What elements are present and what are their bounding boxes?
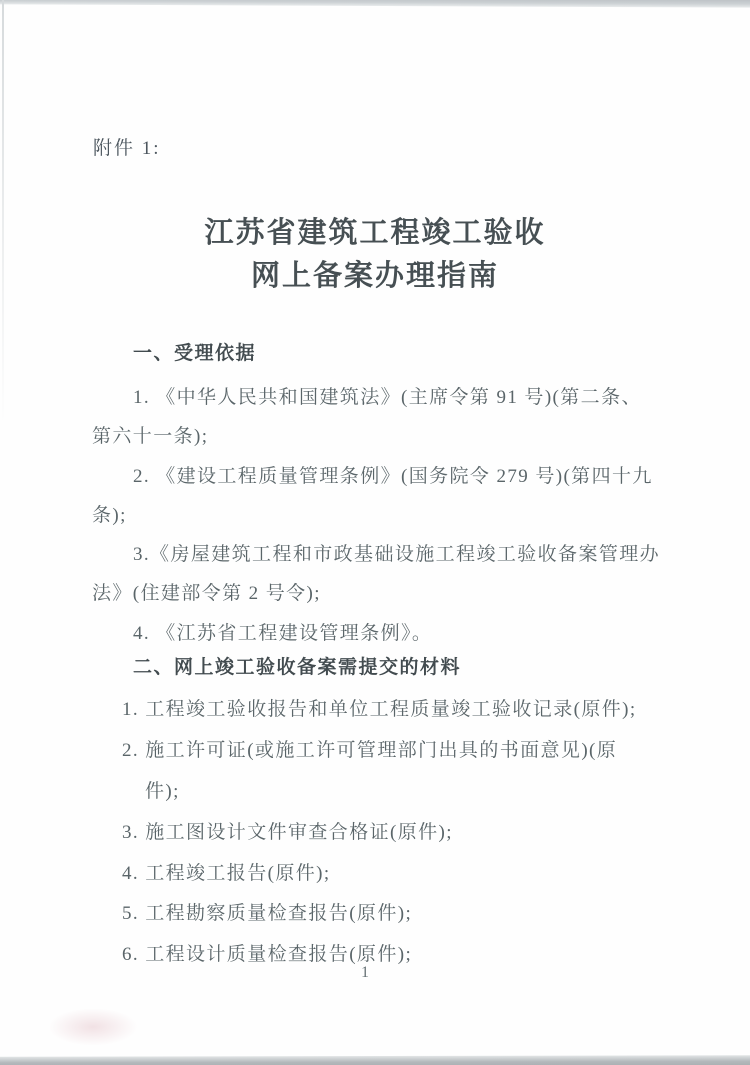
section1-line-1: 1. 《中华人民共和国建筑法》(主席令第 91 号)(第二条、 <box>133 387 642 408</box>
section1-line-4: 条); <box>92 504 127 526</box>
section2-line-5: 4. 工程竣工报告(原件); <box>122 862 331 884</box>
section1-line-3: 2. 《建设工程质量管理条例》(国务院令 279 号)(第四十九 <box>133 465 653 487</box>
section2-heading: 二、网上竣工验收备案需提交的材料 <box>133 657 462 678</box>
section2-line-2: 2. 施工许可证(或施工许可管理部门出具的书面意见)(原 <box>122 739 618 761</box>
section2-line-4: 3. 施工图设计文件审查合格证(原件); <box>122 821 453 843</box>
section1-line-5: 3.《房屋建筑工程和市政基础设施工程竣工验收备案管理办 <box>133 544 661 566</box>
document-title-line2: 网上备案办理指南 <box>250 260 499 292</box>
document-title-line1: 江苏省建筑工程竣工验收 <box>204 217 546 249</box>
section1-body <box>92 378 670 653</box>
section2-line-6: 5. 工程勘察质量检查报告(原件); <box>122 903 413 925</box>
scan-edge-bottom <box>0 1055 750 1065</box>
section1-heading: 一、受理依据 <box>133 343 257 364</box>
scan-smudge <box>48 1008 138 1046</box>
section2-line-1: 1. 工程竣工验收报告和单位工程质量竣工验收记录(原件); <box>122 699 637 720</box>
section2-body <box>92 690 670 976</box>
section1-line-2: 第六十一条); <box>92 426 209 448</box>
section2-line-7: 6. 工程设计质量检查报告(原件); <box>122 944 413 966</box>
page-number: 1 <box>361 964 369 981</box>
attachment-label: 附件 1: <box>93 138 161 159</box>
document-title <box>0 212 750 298</box>
section1-line-6: 法》(住建部令第 2 号令); <box>92 583 321 605</box>
section2-line-3: 件); <box>145 780 180 802</box>
section1-line-7: 4. 《江苏省工程建设管理条例》。 <box>133 622 433 644</box>
scan-edge-top <box>0 0 750 8</box>
scan-edge-left <box>2 0 4 1065</box>
